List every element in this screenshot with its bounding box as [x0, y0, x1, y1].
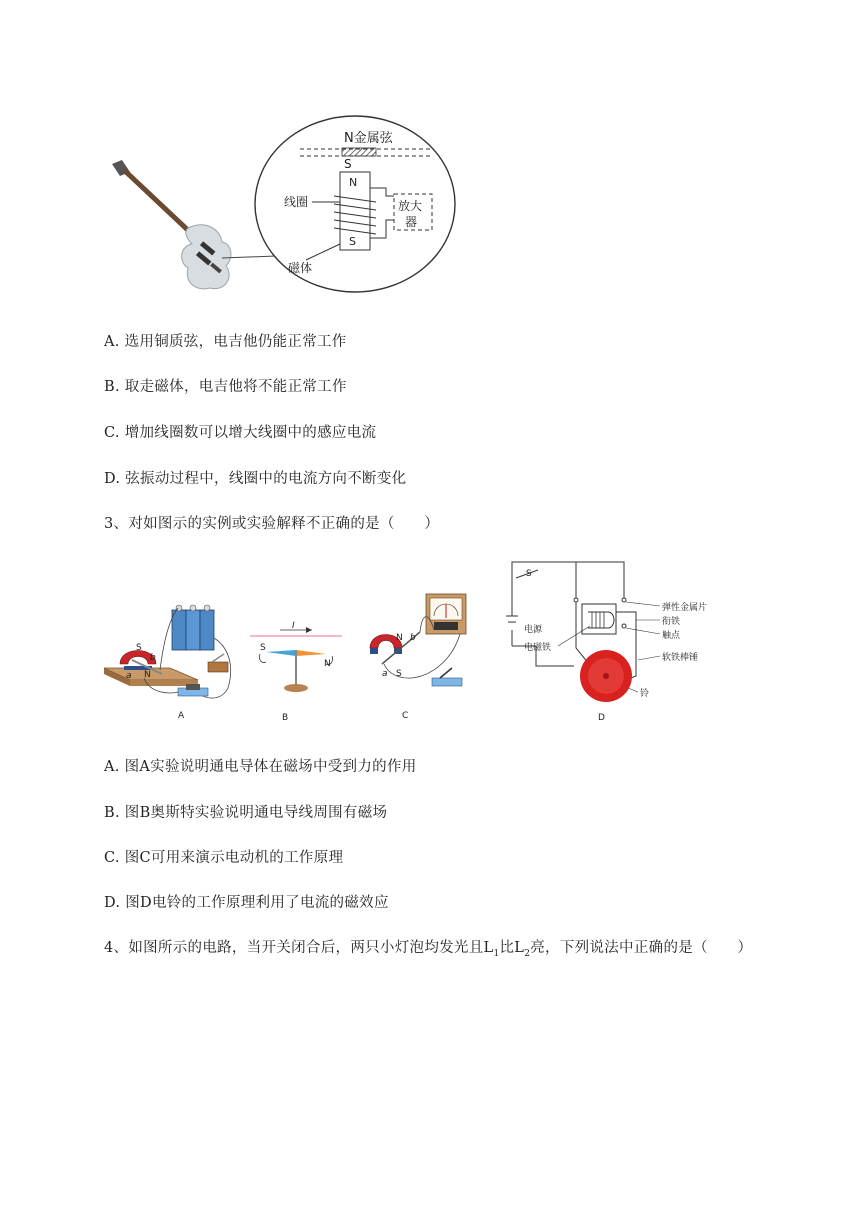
figure-c-induction-experiment [356, 590, 482, 726]
figc-label-s: S [396, 669, 402, 679]
label-s-top: S [344, 157, 352, 171]
figd-label-hammer: 软铁棒锤 [662, 653, 699, 663]
figure-a-motor-experiment [100, 598, 240, 726]
figb-label-s: S [260, 643, 266, 653]
label-n-magnet: N [349, 176, 358, 189]
q4-sub-1: 1 [493, 948, 500, 959]
q3-option-d: D. 图D电铃的工作原理利用了电流的磁效应 [104, 895, 389, 911]
figa-label-s: S [136, 643, 142, 653]
figb-label-i: I [292, 621, 295, 631]
q4-stem-part3: 亮，下列说法中正确的是（ ） [530, 940, 753, 956]
label-amp-2: 器 [405, 215, 418, 229]
galvanometer [426, 594, 466, 634]
figb-label-n: N [324, 659, 331, 669]
q2-option-c: C. 增加线圈数可以增大线圈中的感应电流 [104, 425, 377, 441]
battery-pack [172, 605, 214, 650]
figure-b-oersted-experiment [246, 621, 346, 726]
figd-label-armature: 衔铁 [662, 617, 681, 627]
guitar-illustration [112, 160, 231, 289]
label-amp-1: 放大 [398, 199, 423, 213]
label-n-string: N金属弦 [344, 131, 393, 146]
q2-option-a: A. 选用铜质弦，电吉他仍能正常工作 [104, 334, 347, 350]
label-magnet: 磁体 [288, 261, 313, 275]
label-coil: 线圈 [284, 195, 309, 209]
q2-option-d: D. 弦振动过程中，线圈中的电流方向不断变化 [104, 471, 407, 487]
q4-stem [104, 936, 752, 959]
figc-label-a: a [382, 669, 388, 679]
figc-caption: C [402, 711, 409, 721]
compass-needle-s [266, 650, 296, 656]
q4-stem-part1: 4、如图所示的电路，当开关闭合后，两只小灯泡均发光且L [104, 940, 494, 956]
figd-label-bell: 铃 [640, 689, 650, 699]
q2-option-b: B. 取走磁体，电吉他将不能正常工作 [104, 379, 347, 395]
metal-string [342, 148, 376, 156]
q4-sub-2: 2 [524, 948, 531, 959]
figa-label-n: N [144, 670, 151, 680]
figd-label-switch: S [526, 569, 532, 579]
figd-caption: D [598, 713, 605, 723]
figd-label-electromagnet: 电磁铁 [524, 643, 552, 653]
figc-label-n: N [396, 633, 403, 643]
q3-option-c: C. 图C可用来演示电动机的工作原理 [104, 850, 344, 866]
figd-label-power: 电源 [524, 625, 543, 635]
label-s-magnet: S [349, 235, 356, 248]
q3-option-a: A. 图A实验说明通电导体在磁场中受到力的作用 [104, 759, 417, 775]
figure-d-electric-bell [496, 556, 736, 726]
figa-label-b: b [150, 653, 156, 663]
figa-label-a: a [126, 671, 132, 681]
figa-caption: A [178, 711, 185, 721]
guitar-pickup-figure [100, 116, 460, 306]
compass-needle-n [296, 650, 326, 656]
figb-caption: B [282, 713, 289, 723]
figd-label-spring: 弹性金属片 [662, 603, 708, 613]
figc-label-b: b [410, 633, 416, 643]
figd-label-contact: 触点 [662, 631, 681, 641]
q3-stem: 3、对如图示的实例或实验解释不正确的是（ ） [104, 516, 440, 532]
q3-option-b: B. 图B奥斯特实验说明通电导线周围有磁场 [104, 805, 388, 821]
q4-stem-part2: 比L [499, 940, 525, 956]
